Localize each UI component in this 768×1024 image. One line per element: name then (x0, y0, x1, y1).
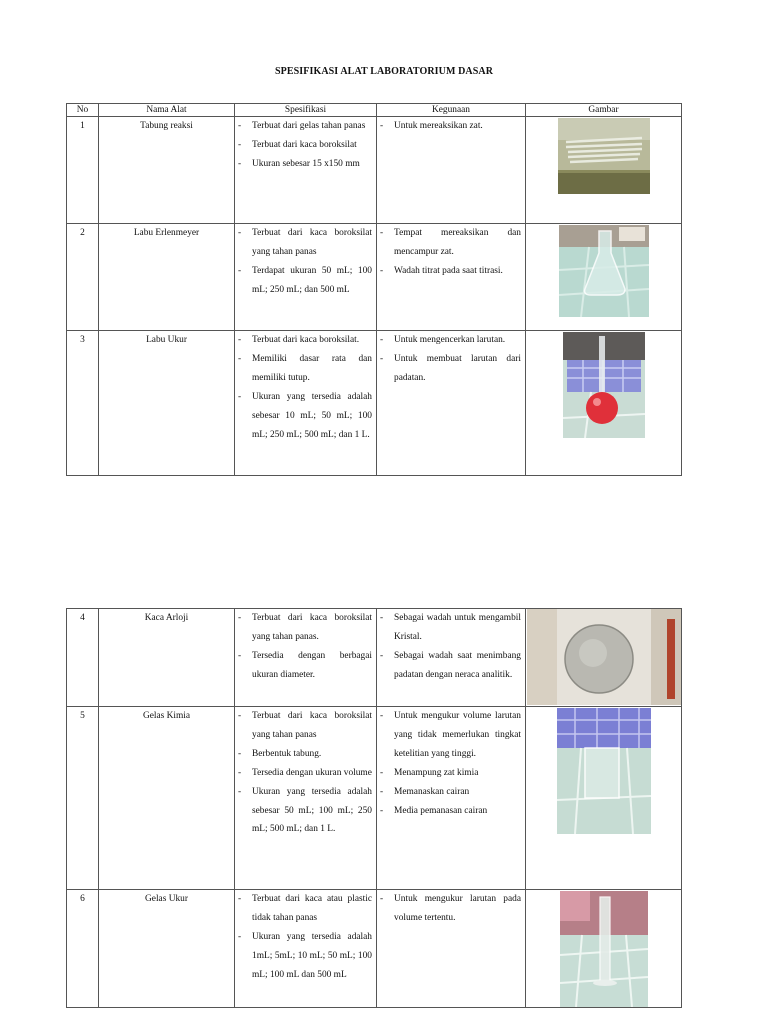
spec-item: - Ukuran yang tersedia adalah sebesar 50 mL; 100 mL; 250 mL; 500 mL; dan 1 L. (235, 783, 372, 840)
header-name: Nama Alat (99, 104, 235, 117)
row-name: Gelas Kimia (99, 707, 235, 890)
spec-item: - Terbuat dari kaca boroksilat yang tahan panas. (235, 609, 372, 647)
graduated-cylinder-photo (560, 891, 648, 1007)
spec-item: - Terdapat ukuran 50 mL; 100 mL; 250 mL; dan 500 mL (235, 262, 372, 300)
spec-item: - Tersedia dengan ukuran volume (235, 764, 372, 783)
row-no: 6 (67, 890, 99, 1008)
row-name: Kaca Arloji (99, 609, 235, 707)
use-item: - Untuk mengencerkan larutan. (377, 331, 521, 350)
spec-list (235, 224, 376, 300)
row-name: Tabung reaksi (99, 117, 235, 224)
spec-item: - Terbuat dari kaca boroksilat yang tahan panas (235, 707, 372, 745)
spec-item: - Ukuran yang tersedia adalah 1mL; 5mL; 10 mL; 50 mL; 100 mL; 100 mL dan 500 mL (235, 928, 372, 985)
row-no: 2 (67, 224, 99, 331)
page-title: SPESIFIKASI ALAT LABORATORIUM DASAR (274, 66, 494, 77)
use-item: - Wadah titrat pada saat titrasi. (377, 262, 521, 281)
row-no: 3 (67, 331, 99, 476)
row-name: Labu Ukur (99, 331, 235, 476)
beaker-photo (557, 708, 651, 834)
use-list (377, 331, 525, 388)
table-header-row (67, 104, 682, 117)
table-row (67, 890, 682, 1008)
spec-list (235, 331, 376, 444)
use-item: - Tempat mereaksikan dan mencampur zat. (377, 224, 521, 262)
spec-item: - Berbentuk tabung. (235, 745, 372, 764)
spec-item: - Ukuran sebesar 15 x150 mm (235, 155, 372, 174)
use-item: - Untuk membuat larutan dari padatan. (377, 350, 521, 388)
test-tube-photo (558, 118, 650, 194)
use-list (377, 117, 525, 136)
row-no: 5 (67, 707, 99, 890)
header-image: Gambar (526, 104, 682, 117)
erlenmeyer-flask-photo (559, 225, 649, 317)
header-no: No (67, 104, 99, 117)
use-list (377, 707, 525, 820)
use-list (377, 224, 525, 281)
spec-table-part-2 (66, 608, 682, 1008)
table-row (67, 117, 682, 224)
header-use: Kegunaan (377, 104, 526, 117)
use-item: - Untuk mengukur larutan pada volume tertentu. (377, 890, 521, 928)
table-row (67, 224, 682, 331)
spec-list (235, 609, 376, 685)
use-item: - Untuk mengukur volume larutan yang tidak memerlukan tingkat ketelitian yang tinggi. (377, 707, 521, 764)
spec-list (235, 890, 376, 985)
header-spec: Spesifikasi (235, 104, 377, 117)
use-list (377, 609, 525, 685)
spec-item: - Terbuat dari gelas tahan panas (235, 117, 372, 136)
spec-item: - Terbuat dari kaca atau plastic tidak tahan panas (235, 890, 372, 928)
use-item: - Sebagai wadah untuk mengambil Kristal. (377, 609, 521, 647)
use-item: - Memanaskan cairan (377, 783, 521, 802)
row-no: 1 (67, 117, 99, 224)
spec-item: - Ukuran yang tersedia adalah sebesar 10 mL; 50 mL; 100 mL; 250 mL; 500 mL; dan 1 L. (235, 388, 372, 445)
spec-item: - Terbuat dari kaca boroksilat (235, 136, 372, 155)
spec-table-part-1 (66, 103, 682, 476)
table-row (67, 609, 682, 707)
row-name: Gelas Ukur (99, 890, 235, 1008)
spec-item: - Terbuat dari kaca boroksilat. (235, 331, 372, 350)
spec-item: - Memiliki dasar rata dan memiliki tutup. (235, 350, 372, 388)
use-item: - Menampung zat kimia (377, 764, 521, 783)
use-item: - Untuk mereaksikan zat. (377, 117, 521, 136)
row-no: 4 (67, 609, 99, 707)
spec-item: - Tersedia dengan berbagai ukuran diameter. (235, 647, 372, 685)
spec-list (235, 707, 376, 839)
watch-glass-photo (527, 609, 681, 705)
spec-list (235, 117, 376, 174)
row-name: Labu Erlenmeyer (99, 224, 235, 331)
use-item: - Sebagai wadah saat menimbang padatan dengan neraca analitik. (377, 647, 521, 685)
table-row (67, 707, 682, 890)
use-item: - Media pemanasan cairan (377, 802, 521, 821)
use-list (377, 890, 525, 928)
volumetric-flask-photo (563, 332, 645, 438)
table-row (67, 331, 682, 476)
spec-item: - Terbuat dari kaca boroksilat yang tahan panas (235, 224, 372, 262)
